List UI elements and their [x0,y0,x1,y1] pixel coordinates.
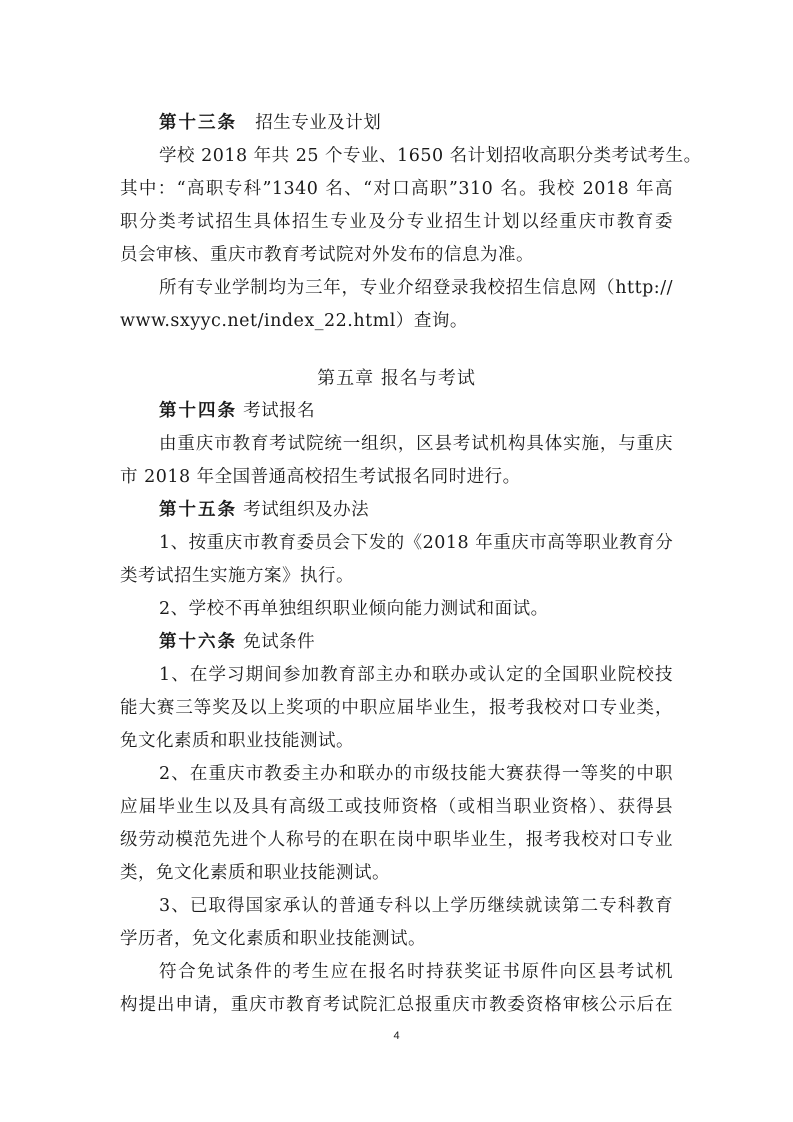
paragraph-line: 学校 2018 年共 25 个专业、1650 名计划招收高职分类考试考生。 [159,146,702,166]
paragraph-line-url: www.sxyyc.net/index_22.html）查询。 [120,311,468,331]
document-page [120,107,702,1022]
paragraph-line: 类考试招生实施方案》执行。 [120,566,354,586]
article-15-heading [120,494,673,527]
paragraph-line: 1、在学习期间参加教育部主办和联办或认定的全国职业院校技 [159,665,673,685]
paragraph-line: 3、已取得国家承认的普通专科以上学历继续就读第二专科教育 [159,896,673,916]
paragraph-line: 其中：“高职专科”1340 名、“对口高职”310 名。我校 2018 年高 [120,179,673,199]
article-title: 招生专业及计划 [255,113,382,133]
paragraph-line: 符合免试条件的考生应在报名时持获奖证书原件向区县考试机 [159,962,673,982]
paragraph-line: 2、学校不再单独组织职业倾向能力测试和面试。 [159,599,549,619]
paragraph-line: 类，免文化素质和职业技能测试。 [120,863,390,883]
article-number: 第十三条 [159,113,237,133]
article-14-heading [120,395,673,428]
article-title: 考试组织及办法 [243,500,370,520]
paragraph-line: 职分类考试招生具体招生专业及分专业招生计划以经重庆市教育委 [120,212,673,232]
page-number: 4 [393,1030,400,1042]
article-title: 考试报名 [243,401,316,421]
paragraph-line: 1、按重庆市教育委员会下发的《2018 年重庆市高等职业教育分 [159,533,674,553]
article-number: 第十五条 [159,500,237,520]
paragraph-line: 免文化素质和职业技能测试。 [120,731,354,751]
article-title: 免试条件 [243,632,316,652]
article-number: 第十六条 [159,632,237,652]
chapter-title: 第五章 报名与考试 [317,368,476,389]
article-number: 第十四条 [159,401,237,421]
paragraph-line: 级劳动模范先进个人称号的在职在岗中职毕业生，报考我校对口专业 [120,830,673,850]
paragraph-line: 能大赛三等奖及以上奖项的中职应届毕业生，报考我校对口专业类， [120,698,673,718]
article-13-heading [120,107,673,140]
article-16-heading [120,626,673,659]
paragraph-line: 应届毕业生以及具有高级工或技师资格（或相当职业资格）、获得县 [120,797,673,817]
paragraph-line: 学历者，免文化素质和职业技能测试。 [120,929,426,949]
paragraph-line: 员会审核、重庆市教育考试院对外发布的信息为准。 [120,245,534,265]
paragraph-line: 由重庆市教育考试院统一组织，区县考试机构具体实施，与重庆 [159,434,673,454]
paragraph-line: 市 2018 年全国普通高校招生考试报名同时进行。 [120,467,521,487]
paragraph-line: 所有专业学制均为三年，专业介绍登录我校招生信息网（http:// [159,278,673,298]
paragraph-line: 构提出申请，重庆市教育考试院汇总报重庆市教委资格审核公示后在 [120,995,673,1015]
paragraph-line: 2、在重庆市教委主办和联办的市级技能大赛获得一等奖的中职 [159,764,673,784]
